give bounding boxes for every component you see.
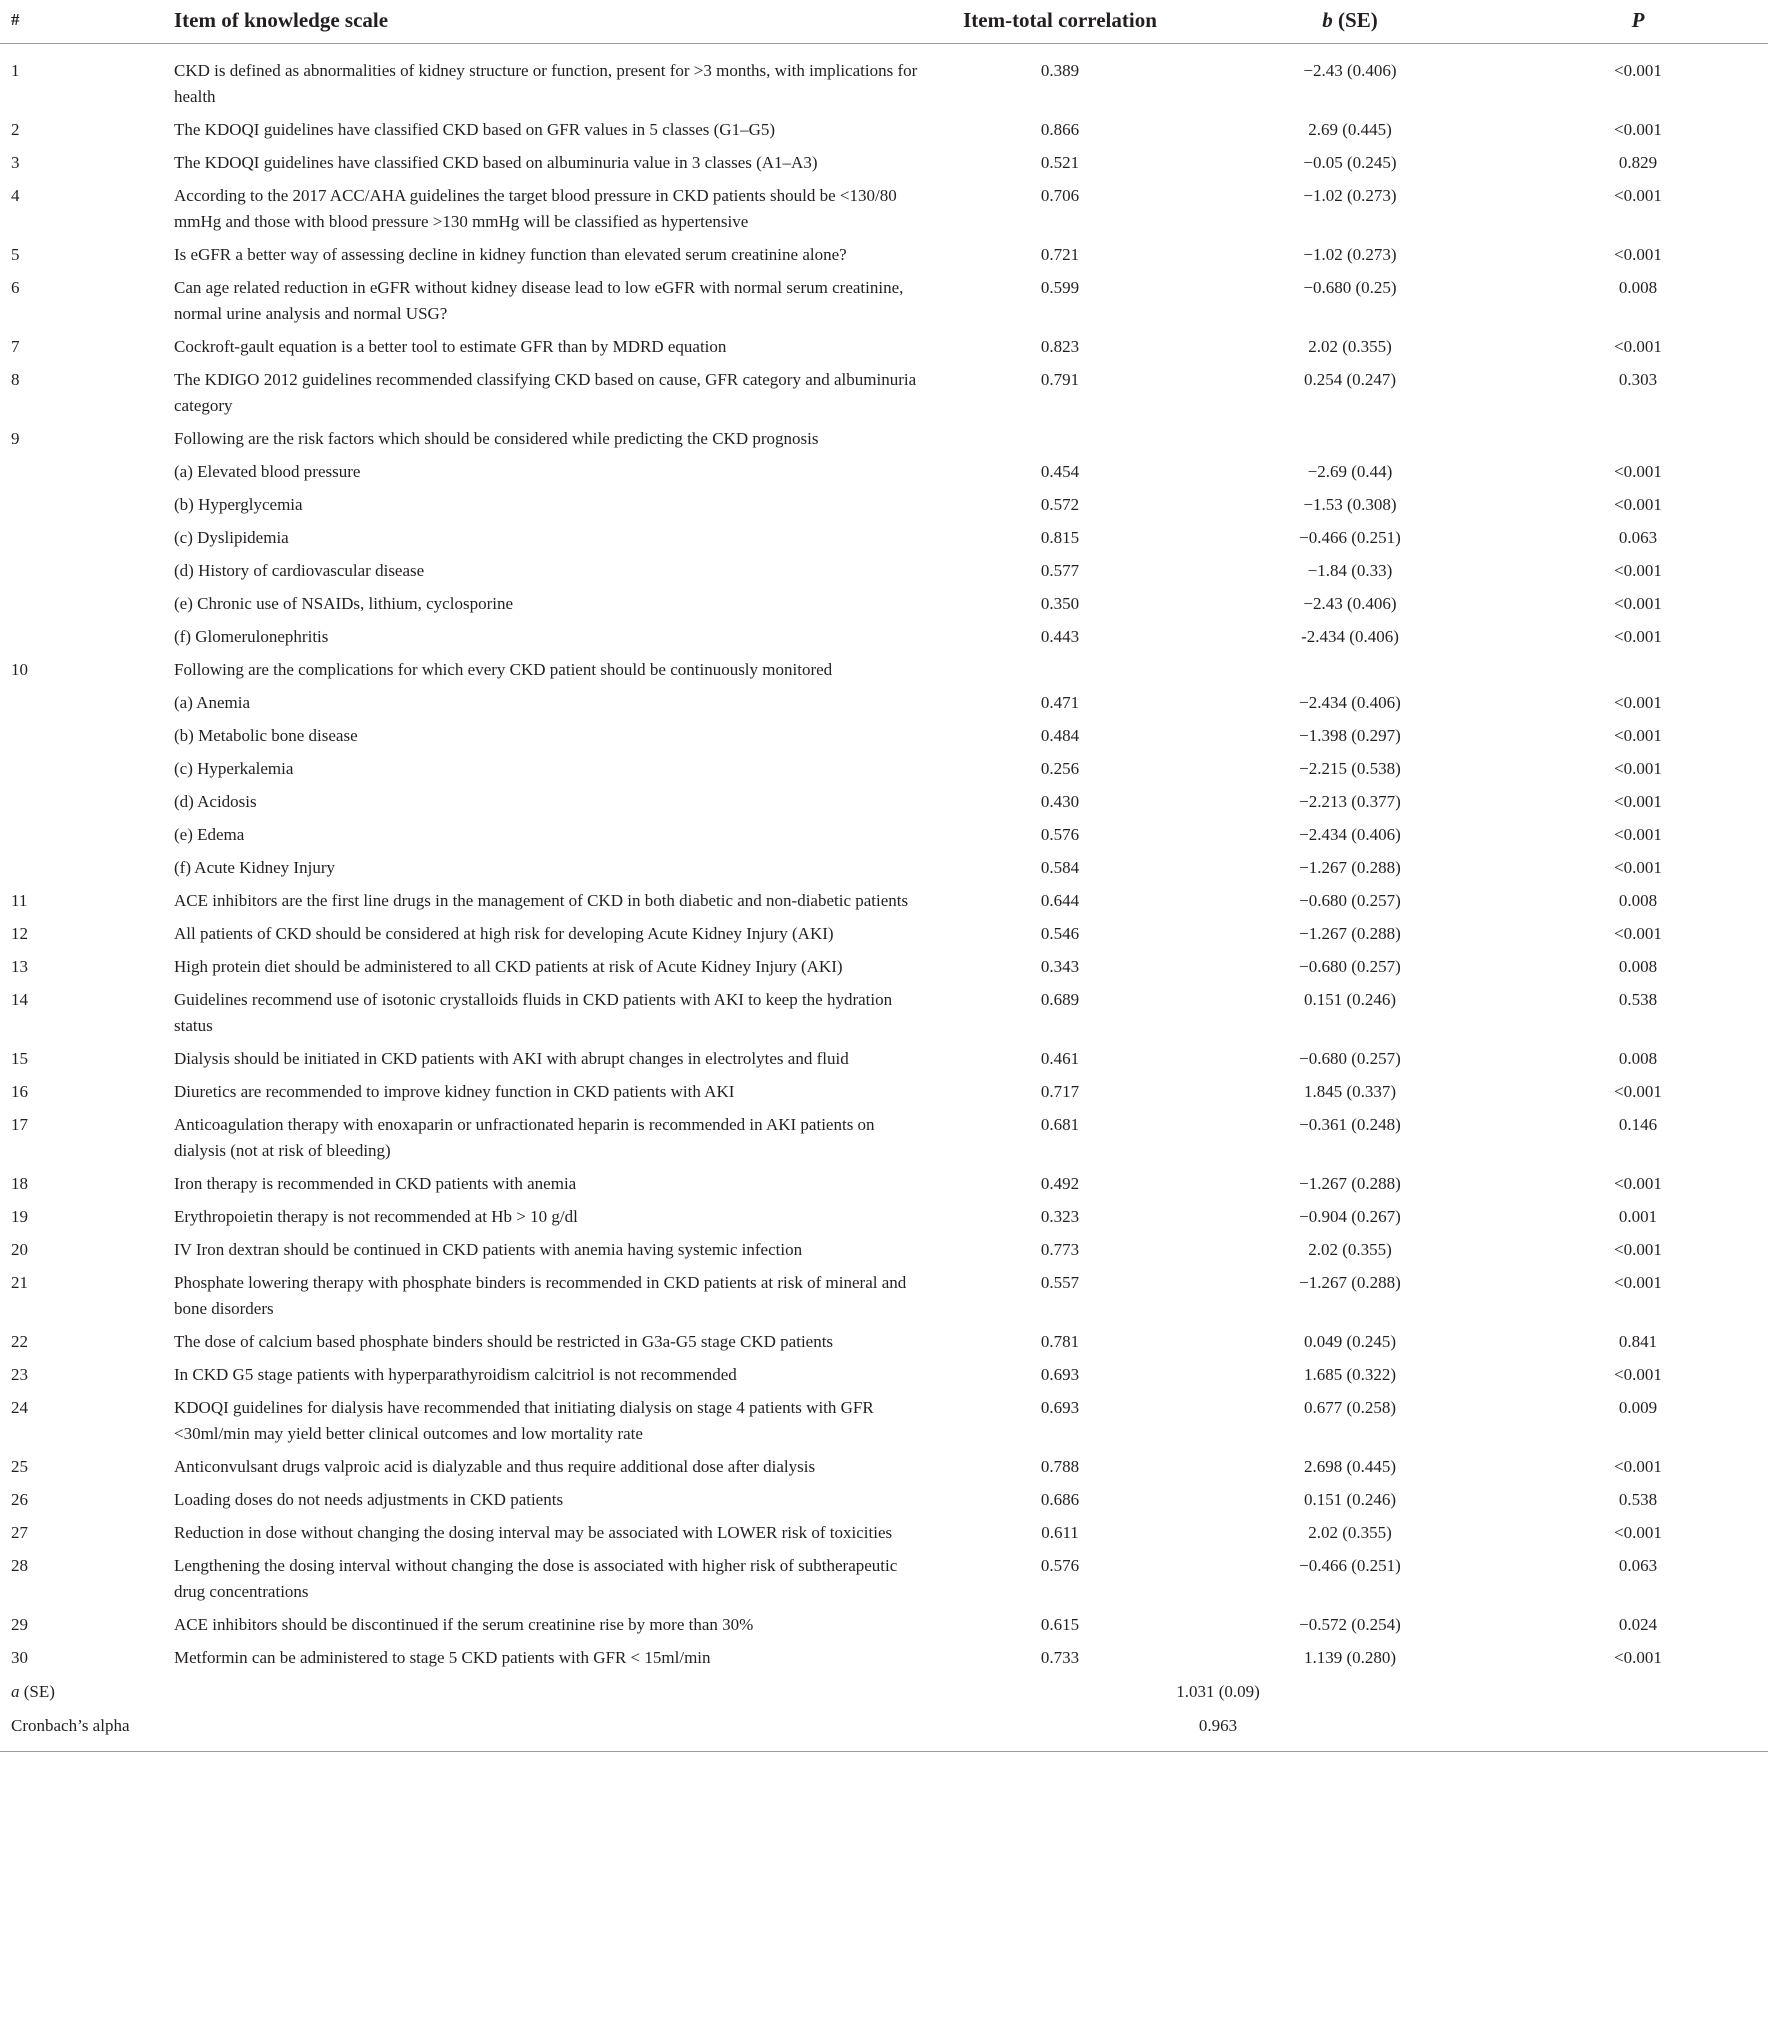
header-b-suffix: (SE) <box>1332 8 1378 32</box>
header-p <box>1508 0 1768 44</box>
header-b-se <box>1192 0 1508 44</box>
row-item-total-correlation: 0.343 <box>1040 957 1080 976</box>
row-b-se: 1.139 (0.280) <box>1303 1648 1397 1667</box>
row-number: 1 <box>11 61 20 80</box>
row-number <box>0 683 174 716</box>
row-number: 9 <box>11 429 20 448</box>
table-row <box>0 1605 1768 1638</box>
table-row <box>0 914 1768 947</box>
row-b-se: −1.84 (0.33) <box>1307 561 1393 580</box>
row-p-value: <0.001 <box>1614 627 1662 646</box>
row-item-text: The KDIGO 2012 guidelines recommended classifying CKD based on cause, GFR category and albuminuria category <box>174 370 917 415</box>
row-item-total-correlation: 0.521 <box>1040 153 1080 172</box>
row-item-total-correlation: 0.693 <box>1040 1398 1080 1417</box>
row-b-se: −0.572 (0.254) <box>1299 1615 1401 1634</box>
table-row <box>0 176 1768 235</box>
row-item-total-correlation <box>928 419 1192 452</box>
row-item-text: (d) History of cardiovascular disease <box>174 561 425 580</box>
row-item-text: (c) Hyperkalemia <box>174 759 294 778</box>
row-item-total-correlation: 0.546 <box>1040 924 1080 943</box>
row-number: 27 <box>11 1523 28 1542</box>
row-p-value: <0.001 <box>1614 120 1662 139</box>
row-p-value: <0.001 <box>1614 495 1662 514</box>
table-row <box>0 749 1768 782</box>
row-number: 12 <box>11 924 28 943</box>
row-p-value: 0.008 <box>1618 891 1658 910</box>
row-b-se: −2.434 (0.406) <box>1299 693 1401 712</box>
row-number <box>0 617 174 650</box>
row-b-se: −1.02 (0.273) <box>1303 245 1397 264</box>
row-item-total-correlation: 0.689 <box>1040 990 1080 1009</box>
row-item-text: (d) Acidosis <box>174 792 257 811</box>
row-item-total-correlation: 0.389 <box>1040 61 1080 80</box>
row-b-se: 2.02 (0.355) <box>1308 1240 1392 1259</box>
row-p-value: 0.008 <box>1618 1049 1658 1068</box>
row-number: 10 <box>11 660 28 679</box>
table-row <box>0 947 1768 980</box>
header-item: Item of knowledge scale <box>174 0 928 44</box>
row-b-se: −2.213 (0.377) <box>1299 792 1401 811</box>
row-b-se: 2.69 (0.445) <box>1308 120 1392 139</box>
table-row <box>0 419 1768 452</box>
row-p-value: 0.063 <box>1618 528 1658 547</box>
row-b-se: 0.049 (0.245) <box>1303 1332 1397 1351</box>
row-item-total-correlation <box>928 650 1192 683</box>
row-b-se: −1.267 (0.288) <box>1299 858 1401 877</box>
row-p-value: <0.001 <box>1614 1457 1662 1476</box>
row-p-value: <0.001 <box>1614 759 1662 778</box>
row-b-se: −0.680 (0.257) <box>1299 957 1401 976</box>
row-item-total-correlation: 0.577 <box>1040 561 1080 580</box>
row-b-se: 2.02 (0.355) <box>1308 337 1392 356</box>
row-item-total-correlation: 0.430 <box>1040 792 1080 811</box>
table-row <box>0 980 1768 1039</box>
row-number <box>0 551 174 584</box>
row-item-text: According to the 2017 ACC/AHA guidelines the target blood pressure in CKD patients should be <130/80 mmHg and those with blood pressure >130 mmHg will be classified as hypertensive <box>174 186 897 231</box>
row-b-se: −0.904 (0.267) <box>1299 1207 1401 1226</box>
row-number: 23 <box>11 1365 28 1384</box>
row-p-value: <0.001 <box>1614 924 1662 943</box>
row-item-text: Following are the risk factors which should be considered while predicting the CKD prognosis <box>174 429 819 448</box>
row-p-value: <0.001 <box>1614 792 1662 811</box>
row-item-text: Is eGFR a better way of assessing decline in kidney function than elevated serum creatinine alone? <box>174 245 847 264</box>
row-number <box>0 452 174 485</box>
row-item-text: High protein diet should be administered to all CKD patients at risk of Acute Kidney Injury (AKI) <box>174 957 843 976</box>
table-row <box>0 1164 1768 1197</box>
row-number: 21 <box>11 1273 28 1292</box>
table-header <box>0 0 1768 44</box>
row-item-text: Phosphate lowering therapy with phosphate binders is recommended in CKD patients at risk of mineral and bone disorders <box>174 1273 907 1318</box>
row-item-total-correlation: 0.599 <box>1040 278 1080 297</box>
row-item-total-correlation: 0.572 <box>1040 495 1080 514</box>
table-row <box>0 1480 1768 1513</box>
row-number: 16 <box>11 1082 28 1101</box>
row-item-text: In CKD G5 stage patients with hyperparathyroidism calcitriol is not recommended <box>174 1365 737 1384</box>
row-item-total-correlation: 0.706 <box>1040 186 1080 205</box>
row-item-text: (e) Edema <box>174 825 245 844</box>
table-row <box>0 716 1768 749</box>
row-p-value: <0.001 <box>1614 726 1662 745</box>
row-p-value: 0.146 <box>1618 1115 1658 1134</box>
row-item-total-correlation: 0.615 <box>1040 1615 1080 1634</box>
row-item-total-correlation: 0.815 <box>1040 528 1080 547</box>
row-number: 15 <box>11 1049 28 1068</box>
row-p-value: <0.001 <box>1614 245 1662 264</box>
row-item-total-correlation: 0.823 <box>1040 337 1080 356</box>
table-row <box>0 1039 1768 1072</box>
row-p-value: 0.063 <box>1618 1556 1658 1575</box>
row-item-text: Diuretics are recommended to improve kidney function in CKD patients with AKI <box>174 1082 735 1101</box>
row-item-total-correlation: 0.773 <box>1040 1240 1080 1259</box>
table-row <box>0 848 1768 881</box>
row-item-text: ACE inhibitors should be discontinued if the serum creatinine rise by more than 30% <box>174 1615 754 1634</box>
table-row <box>0 1263 1768 1322</box>
row-p-value: <0.001 <box>1614 1273 1662 1292</box>
row-item-text: The dose of calcium based phosphate binders should be restricted in G3a-G5 stage CKD patients <box>174 1332 834 1351</box>
table-row <box>0 1355 1768 1388</box>
row-b-se: −2.215 (0.538) <box>1299 759 1401 778</box>
row-item-text: Metformin can be administered to stage 5 CKD patients with GFR < 15ml/min <box>174 1648 711 1667</box>
summary-empty-cell <box>1508 1705 1768 1752</box>
row-item-text: Dialysis should be initiated in CKD patients with AKI with abrupt changes in electrolytes and fluid <box>174 1049 849 1068</box>
row-item-text: (b) Metabolic bone disease <box>174 726 358 745</box>
row-b-se: 0.677 (0.258) <box>1303 1398 1397 1417</box>
row-b-se: −1.02 (0.273) <box>1303 186 1397 205</box>
row-p-value: <0.001 <box>1614 337 1662 356</box>
row-item-text: Can age related reduction in eGFR without kidney disease lead to low eGFR with normal serum creatinine, normal urine analysis and normal USG? <box>174 278 904 323</box>
row-item-text: The KDOQI guidelines have classified CKD based on GFR values in 5 classes (G1–G5) <box>174 120 776 139</box>
table-body <box>0 44 1768 1752</box>
row-p-value <box>1508 419 1768 452</box>
row-b-se: -2.434 (0.406) <box>1301 627 1399 646</box>
row-p-value: <0.001 <box>1614 825 1662 844</box>
row-number: 3 <box>11 153 20 172</box>
table-row <box>0 1230 1768 1263</box>
row-item-text: Cockroft-gault equation is a better tool to estimate GFR than by MDRD equation <box>174 337 727 356</box>
summary-label <box>0 1705 928 1752</box>
row-p-value: 0.303 <box>1618 370 1658 389</box>
row-item-total-correlation: 0.781 <box>1040 1332 1080 1351</box>
row-b-se: −0.05 (0.245) <box>1303 153 1397 172</box>
row-b-se: 1.685 (0.322) <box>1303 1365 1397 1384</box>
table-row <box>0 881 1768 914</box>
row-number: 11 <box>11 891 28 910</box>
row-number: 25 <box>11 1457 28 1476</box>
table-row <box>0 1105 1768 1164</box>
summary-label <box>0 1671 928 1705</box>
row-item-total-correlation: 0.256 <box>1040 759 1080 778</box>
row-item-total-correlation: 0.721 <box>1040 245 1080 264</box>
row-b-se: −0.466 (0.251) <box>1299 528 1401 547</box>
row-item-total-correlation: 0.644 <box>1040 891 1080 910</box>
row-item-text: (a) Elevated blood pressure <box>174 462 361 481</box>
table-row <box>0 815 1768 848</box>
row-number <box>0 782 174 815</box>
row-b-se: −1.398 (0.297) <box>1299 726 1401 745</box>
row-item-text: Reduction in dose without changing the dosing interval may be associated with LOWER risk of toxicities <box>174 1523 893 1542</box>
row-item-total-correlation: 0.733 <box>1040 1648 1080 1667</box>
row-p-value: <0.001 <box>1614 1648 1662 1667</box>
row-b-se: −0.361 (0.248) <box>1299 1115 1401 1134</box>
row-item-text: ACE inhibitors are the first line drugs in the management of CKD in both diabetic and non-diabetic patients <box>174 891 909 910</box>
row-item-text: Erythropoietin therapy is not recommended at Hb > 10 g/dl <box>174 1207 578 1226</box>
header-number: # <box>0 0 174 44</box>
row-number: 2 <box>11 120 20 139</box>
summary-label-text: (SE) <box>19 1682 55 1701</box>
row-item-total-correlation: 0.557 <box>1040 1273 1080 1292</box>
table-row <box>0 452 1768 485</box>
row-number: 19 <box>11 1207 28 1226</box>
row-p-value: 0.024 <box>1618 1615 1658 1634</box>
row-b-se: −0.680 (0.25) <box>1303 278 1397 297</box>
table-row <box>0 1197 1768 1230</box>
table-row <box>0 518 1768 551</box>
row-p-value: 0.841 <box>1618 1332 1658 1351</box>
row-p-value: <0.001 <box>1614 186 1662 205</box>
row-b-se: −2.43 (0.406) <box>1303 61 1397 80</box>
row-number: 5 <box>11 245 20 264</box>
row-item-text: All patients of CKD should be considered at high risk for developing Acute Kidney Injury (AKI) <box>174 924 834 943</box>
row-item-text: Iron therapy is recommended in CKD patients with anemia <box>174 1174 577 1193</box>
row-item-total-correlation: 0.576 <box>1040 825 1080 844</box>
row-number <box>0 485 174 518</box>
row-b-se <box>1192 419 1508 452</box>
header-p-symbol: P <box>1631 8 1645 32</box>
row-number: 28 <box>11 1556 28 1575</box>
table-row <box>0 143 1768 176</box>
table-row <box>0 44 1768 111</box>
table-row <box>0 782 1768 815</box>
row-number <box>0 749 174 782</box>
row-item-text: Guidelines recommend use of isotonic crystalloids fluids in CKD patients with AKI to keep the hydration status <box>174 990 893 1035</box>
row-p-value: <0.001 <box>1614 61 1662 80</box>
row-p-value: <0.001 <box>1614 1365 1662 1384</box>
row-p-value: <0.001 <box>1614 1240 1662 1259</box>
table-row <box>0 1638 1768 1671</box>
row-item-total-correlation: 0.866 <box>1040 120 1080 139</box>
row-b-se: 2.698 (0.445) <box>1303 1457 1397 1476</box>
row-item-text: The KDOQI guidelines have classified CKD based on albuminuria value in 3 classes (A1–A3) <box>174 153 818 172</box>
row-number: 22 <box>11 1332 28 1351</box>
row-b-se: −0.680 (0.257) <box>1299 1049 1401 1068</box>
row-b-se: 2.02 (0.355) <box>1308 1523 1392 1542</box>
row-item-total-correlation: 0.693 <box>1040 1365 1080 1384</box>
row-p-value: <0.001 <box>1614 1174 1662 1193</box>
row-number: 24 <box>11 1398 28 1417</box>
table-row <box>0 683 1768 716</box>
row-p-value: 0.008 <box>1618 278 1658 297</box>
row-b-se: −0.466 (0.251) <box>1299 1556 1401 1575</box>
row-item-total-correlation: 0.443 <box>1040 627 1080 646</box>
row-p-value: <0.001 <box>1614 561 1662 580</box>
row-item-total-correlation: 0.611 <box>1041 1523 1079 1542</box>
row-p-value: 0.538 <box>1618 1490 1658 1509</box>
summary-label-symbol: a <box>11 1682 20 1701</box>
row-p-value: 0.001 <box>1618 1207 1658 1226</box>
row-p-value: <0.001 <box>1614 1523 1662 1542</box>
table-row <box>0 584 1768 617</box>
row-item-text: (c) Dyslipidemia <box>174 528 289 547</box>
summary-label-text: Cronbach’s alpha <box>11 1716 130 1735</box>
row-p-value <box>1508 650 1768 683</box>
row-p-value: <0.001 <box>1614 1082 1662 1101</box>
row-number <box>0 518 174 551</box>
row-b-se <box>1192 650 1508 683</box>
row-p-value: 0.829 <box>1618 153 1658 172</box>
row-item-total-correlation: 0.788 <box>1040 1457 1080 1476</box>
row-b-se: −1.267 (0.288) <box>1299 1273 1401 1292</box>
row-item-text: Loading doses do not needs adjustments in CKD patients <box>174 1490 564 1509</box>
row-b-se: 0.254 (0.247) <box>1303 370 1397 389</box>
row-b-se: 0.151 (0.246) <box>1303 990 1397 1009</box>
row-item-total-correlation: 0.454 <box>1040 462 1080 481</box>
row-number <box>0 815 174 848</box>
row-p-value: <0.001 <box>1614 594 1662 613</box>
row-item-total-correlation: 0.686 <box>1040 1490 1080 1509</box>
row-number: 6 <box>11 278 20 297</box>
table-row <box>0 1072 1768 1105</box>
row-item-total-correlation: 0.471 <box>1040 693 1080 712</box>
table-row <box>0 617 1768 650</box>
row-p-value: 0.009 <box>1618 1398 1658 1417</box>
header-b-symbol: b <box>1322 8 1333 32</box>
row-number <box>0 716 174 749</box>
row-number: 29 <box>11 1615 28 1634</box>
row-b-se: −2.69 (0.44) <box>1307 462 1393 481</box>
row-p-value: <0.001 <box>1614 693 1662 712</box>
row-b-se: −1.267 (0.288) <box>1299 924 1401 943</box>
table-row <box>0 650 1768 683</box>
row-b-se: −1.53 (0.308) <box>1303 495 1397 514</box>
row-number: 14 <box>11 990 28 1009</box>
row-item-total-correlation: 0.461 <box>1040 1049 1080 1068</box>
summary-value: 1.031 (0.09) <box>1176 1682 1260 1701</box>
table-row <box>0 1546 1768 1605</box>
row-number: 13 <box>11 957 28 976</box>
row-b-se: −1.267 (0.288) <box>1299 1174 1401 1193</box>
row-item-total-correlation: 0.681 <box>1040 1115 1080 1134</box>
row-item-total-correlation: 0.576 <box>1040 1556 1080 1575</box>
row-p-value: <0.001 <box>1614 858 1662 877</box>
row-number: 30 <box>11 1648 28 1667</box>
row-number <box>0 848 174 881</box>
table-row <box>0 1388 1768 1447</box>
row-item-text: IV Iron dextran should be continued in CKD patients with anemia having systemic infection <box>174 1240 803 1259</box>
row-b-se: −2.43 (0.406) <box>1303 594 1397 613</box>
row-number: 7 <box>11 337 20 356</box>
table-row <box>0 1322 1768 1355</box>
row-item-total-correlation: 0.492 <box>1040 1174 1080 1193</box>
row-number: 17 <box>11 1115 28 1134</box>
row-item-text: (b) Hyperglycemia <box>174 495 303 514</box>
row-item-total-correlation: 0.484 <box>1040 726 1080 745</box>
row-number: 26 <box>11 1490 28 1509</box>
row-item-text: Following are the complications for which every CKD patient should be continuously monitored <box>174 660 833 679</box>
summary-value: 0.963 <box>928 1705 1508 1752</box>
row-item-text: (a) Anemia <box>174 693 250 712</box>
row-b-se: 1.845 (0.337) <box>1303 1082 1397 1101</box>
table-row <box>0 1513 1768 1546</box>
row-item-total-correlation: 0.791 <box>1040 370 1080 389</box>
row-number: 18 <box>11 1174 28 1193</box>
row-number: 4 <box>11 186 20 205</box>
row-item-text: Anticoagulation therapy with enoxaparin or unfractionated heparin is recommended in AKI patients on dialysis (not at risk of bleeding) <box>174 1115 875 1160</box>
table-row <box>0 360 1768 419</box>
row-p-value: 0.008 <box>1618 957 1658 976</box>
row-item-text: (f) Glomerulonephritis <box>174 627 329 646</box>
table-row <box>0 268 1768 327</box>
row-p-value: 0.538 <box>1618 990 1658 1009</box>
row-p-value: <0.001 <box>1614 462 1662 481</box>
row-item-total-correlation: 0.350 <box>1040 594 1080 613</box>
row-item-total-correlation: 0.717 <box>1040 1082 1080 1101</box>
summary-row <box>0 1671 1768 1705</box>
row-item-text: Lengthening the dosing interval without changing the dose is associated with higher risk of subtherapeutic drug concentrations <box>174 1556 898 1601</box>
table-row <box>0 551 1768 584</box>
row-number: 20 <box>11 1240 28 1259</box>
table-row <box>0 110 1768 143</box>
row-number: 8 <box>11 370 20 389</box>
row-b-se: −2.434 (0.406) <box>1299 825 1401 844</box>
row-item-text: Anticonvulsant drugs valproic acid is dialyzable and thus require additional dose after dialysis <box>174 1457 816 1476</box>
row-b-se: 0.151 (0.246) <box>1303 1490 1397 1509</box>
table-row <box>0 485 1768 518</box>
row-number <box>0 584 174 617</box>
row-item-total-correlation: 0.584 <box>1040 858 1080 877</box>
row-item-text: (e) Chronic use of NSAIDs, lithium, cyclosporine <box>174 594 513 613</box>
table-row <box>0 1447 1768 1480</box>
row-item-text: KDOQI guidelines for dialysis have recommended that initiating dialysis on stage 4 patients with GFR <30ml/min may yield better clinical outcomes and low mortality rate <box>174 1398 874 1443</box>
table-row <box>0 327 1768 360</box>
header-item-total-correlation: Item-total correlation <box>928 0 1192 44</box>
row-b-se: −0.680 (0.257) <box>1299 891 1401 910</box>
row-item-text: (f) Acute Kidney Injury <box>174 858 335 877</box>
row-item-text: CKD is defined as abnormalities of kidney structure or function, present for >3 months, with implications for health <box>174 61 918 106</box>
table-row <box>0 235 1768 268</box>
row-item-total-correlation: 0.323 <box>1040 1207 1080 1226</box>
summary-empty-cell <box>1508 1671 1768 1705</box>
summary-row <box>0 1705 1768 1752</box>
